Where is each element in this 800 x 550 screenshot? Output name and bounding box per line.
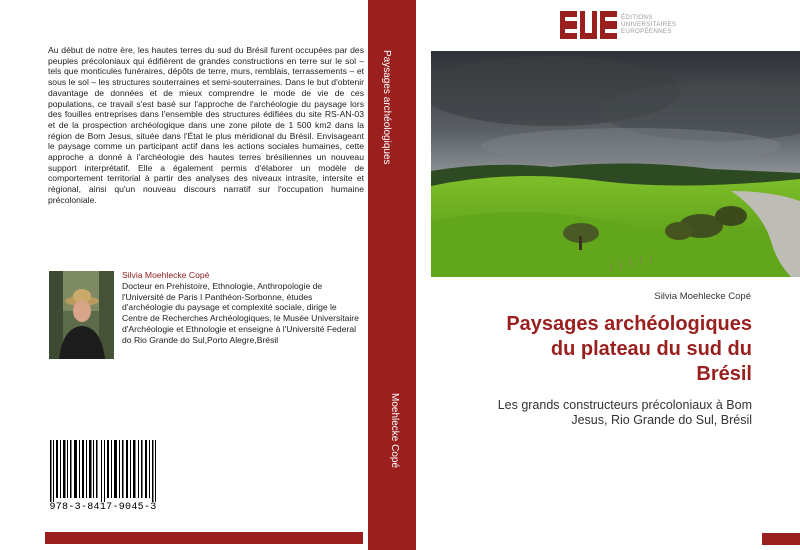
spine-title: Paysages archéologiques bbox=[381, 50, 392, 165]
back-cover-footer-bar bbox=[45, 532, 363, 544]
book-subtitle-line: Les grands constructeurs précoloniaux à Bom bbox=[497, 398, 752, 412]
isbn-number: 978-3-8417-9045-3 bbox=[49, 502, 157, 513]
spine-author: Moehlecke Copé bbox=[389, 393, 400, 469]
publisher-line: UNIVERSITAIRES bbox=[621, 20, 677, 28]
back-cover-blurb: Au début de notre ère, les hautes terres du sud du Brésil furent occupées par des peuples précoloniaux qui édifièrent de grandes constructions en terre sur le sol – tels que monticules funéraires, dépôts de terre, murs, remblais, terrassements – et sous le sol – les structures souterraines et semi-souterraines. Dans le but d'obtenir davantage de données et de mieux comprendre le mode de vie de ces populations, ce travail s'est basé sur l'approche de l'archéologie du paysage lors des fouilles entreprises dans l'ensemble des structures édifiées du site RS-AN-03 et de la prospection archéologique dans une zone pilote de 1 500 km2 dans la région de Bom Jesus, située dans l'État le plus méridional du Brésil. Envisageant le paysage comme un participant actif dans les actions sociales humaines, cette approche a donné à l'archéologie des hautes terres brésiliennes un nouveau support interprétatif. Elle a également permis d'élaborer un modèle de comportement territorial à partir des analyses des niveaux intrasite, intersite et régional, ainsi qu'un nouveau discours narratif sur l'occupation humaine précoloniale. bbox=[48, 45, 364, 205]
publisher-line: ÉDITIONS bbox=[621, 14, 653, 21]
book-subtitle bbox=[452, 398, 752, 428]
book-title bbox=[452, 312, 752, 387]
barcode bbox=[48, 440, 158, 502]
book-title-line: du plateau du sud du bbox=[550, 338, 752, 360]
publisher-line: EUROPÉENNES bbox=[621, 27, 672, 35]
author-photo bbox=[49, 271, 114, 359]
publisher-name bbox=[621, 15, 676, 35]
book-title-line: Paysages archéologiques bbox=[506, 313, 752, 335]
front-author: Silvia Moehlecke Copé bbox=[654, 291, 751, 302]
book-subtitle-line: Jesus, Rio Grande do Sul, Brésil bbox=[571, 413, 752, 427]
cover-landscape-photo bbox=[431, 51, 800, 277]
front-cover-footer-bar bbox=[762, 533, 800, 545]
publisher-logo-icon bbox=[560, 11, 618, 39]
book-title-line: Brésil bbox=[696, 363, 752, 385]
author-bio: Docteur en Prehistoire, Ethnologie, Anthropologie de l'Université de Paris I Panthéon-Sorbonne, études d'archéologie du paysage et complexité sociale, dirige le Centre de Recherches Archéologiques, le Musée Universitaire d'Archéologie et Ethnologie et enseigne à l'Université Federal do Rio Grande do Sul,Porto Alegre,Brésil bbox=[122, 281, 359, 345]
author-name: Silvia Moehlecke Copé bbox=[122, 270, 210, 280]
